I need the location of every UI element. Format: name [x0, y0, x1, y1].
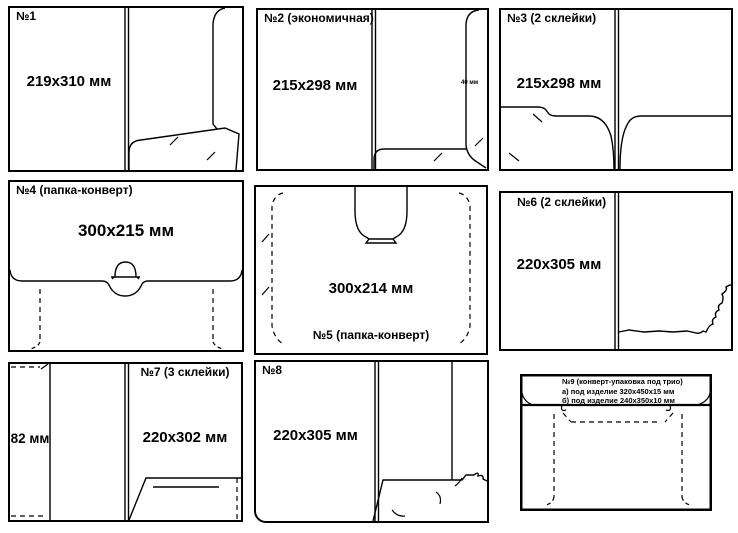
pocket-outline	[374, 149, 466, 169]
panel-number-label: №7 (3 склейки)	[140, 365, 230, 379]
pocket-outline	[373, 473, 487, 521]
left-fold-dashed	[272, 193, 283, 344]
inner-flap-dashed	[563, 413, 673, 422]
fold-lines-dashed	[40, 289, 213, 342]
envelope-folder-4-drawing	[10, 182, 242, 350]
panel-number-label: №2 (экономичная)	[264, 11, 374, 25]
spine-width-label: 82 мм	[10, 431, 50, 446]
fold-corner-dashes	[30, 342, 223, 349]
dimension-label: 300x215 мм	[77, 221, 175, 240]
pocket-wavy-edge	[619, 285, 731, 333]
crease-ticks	[509, 114, 542, 161]
flap-width-label: 40 мм	[461, 80, 479, 86]
dimension-label: 215x298 мм	[516, 75, 602, 92]
spine-fold-lines	[125, 364, 129, 520]
panel-number-label: №5 (папка-конверт)	[312, 328, 430, 342]
crease-ticks	[170, 137, 215, 160]
diagram-panel-7	[8, 362, 243, 522]
dimension-label: 220x305 мм	[273, 427, 358, 444]
top-cut-tick	[41, 364, 48, 369]
pocket-outline	[129, 478, 241, 520]
dimension-label: 220x302 мм	[142, 429, 228, 446]
bottom-corner-dashes	[546, 497, 690, 505]
diagram-panel-2	[256, 8, 489, 171]
side-fold-dashed	[554, 414, 682, 497]
dimension-label: 300x214 мм	[328, 280, 414, 297]
dimension-label: 219x310 мм	[26, 73, 112, 90]
clasp-tab	[111, 262, 140, 279]
diagram-panel-5	[254, 185, 488, 355]
panel-number-label: №6 (2 склейки)	[517, 195, 607, 209]
dimension-label: 215x298 мм	[272, 77, 358, 94]
right-fold-dashed	[459, 193, 470, 344]
panel-number-label: №4 (папка-конверт)	[16, 183, 133, 197]
envelope-option-a: а) под изделие 320x450x15 мм	[562, 386, 675, 396]
tongue-outline	[355, 187, 407, 243]
spine-fold-lines	[372, 10, 376, 169]
diagram-panel-9	[520, 374, 712, 511]
envelope-label-block	[562, 377, 683, 406]
pocket-outline	[129, 128, 239, 170]
panel-number-label: №1	[16, 9, 37, 23]
panel-number-label: №3 (2 склейки)	[507, 11, 597, 25]
panel-number-label: №8	[262, 363, 283, 377]
crease-marks	[392, 478, 462, 516]
dimension-label: 220x305 мм	[516, 256, 602, 273]
spine-fold-lines	[375, 362, 379, 521]
diagram-panel-8	[254, 360, 489, 523]
right-pocket-outline	[620, 116, 731, 169]
envelope-option-b: б) под изделие 240x350x10 мм	[562, 396, 675, 406]
diagram-panel-3	[499, 8, 733, 171]
flap-outline	[213, 8, 225, 129]
diagram-panel-1	[8, 6, 244, 172]
diagram-panel-6	[499, 191, 733, 351]
diagram-panel-4	[8, 180, 244, 352]
envelope-title: №9 (конверт-упаковка под трио)	[562, 377, 683, 386]
flap-edge-outline	[10, 270, 242, 296]
